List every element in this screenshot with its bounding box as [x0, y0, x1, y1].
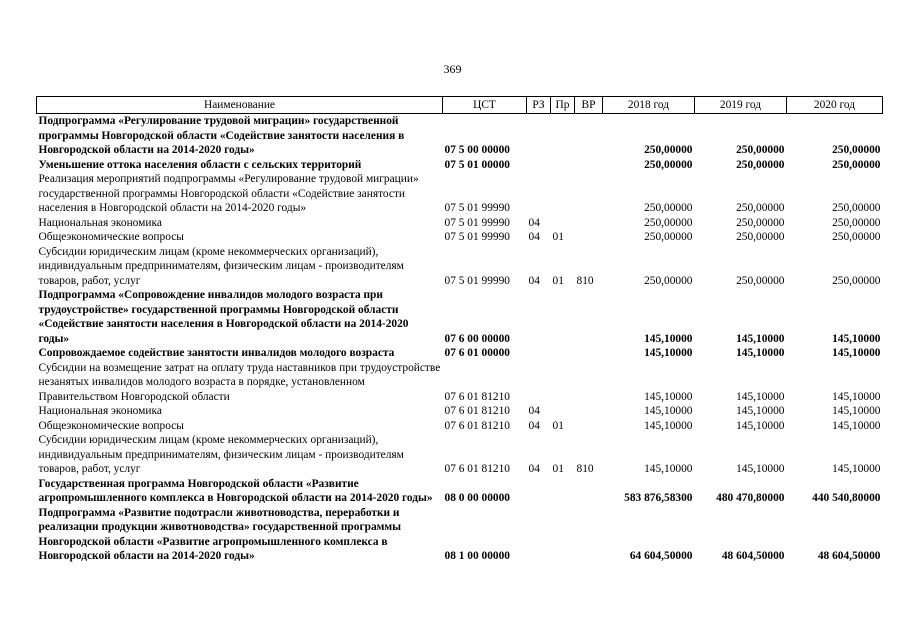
table-row	[37, 230, 883, 245]
row-rz: 04	[528, 216, 540, 229]
row-cst: 07 6 01 00000	[444, 347, 510, 359]
row-vr	[575, 361, 603, 405]
row-value-2020: 250,00000	[832, 202, 881, 214]
row-value-2019: 250,00000	[736, 274, 785, 287]
row-vr: 810	[576, 274, 594, 287]
row-value-2020: 250,00000	[832, 274, 881, 287]
row-value-2020: 145,10000	[832, 405, 881, 417]
row-pr	[551, 216, 575, 231]
row-rz	[527, 172, 551, 216]
row-value-2018: 145,10000	[644, 332, 693, 345]
table-row	[37, 346, 883, 361]
row-value-2020: 145,10000	[832, 332, 881, 345]
row-value-2018: 250,00000	[644, 231, 693, 243]
row-rz: 04	[528, 274, 540, 287]
row-vr	[575, 477, 603, 506]
row-value-2018: 145,10000	[644, 463, 693, 475]
table-row	[37, 288, 883, 346]
row-value-2018: 250,00000	[644, 274, 693, 287]
row-value-2018: 145,10000	[644, 405, 693, 417]
row-name: Национальная экономика	[38, 216, 162, 229]
row-value-2018: 583 876,58300	[624, 492, 693, 504]
header-name: Наименование	[37, 97, 443, 114]
row-name: Государственная программа Новгородской области «Развитие агропромышленного комплекса в Новгородской области на 2014-2020 годы»	[38, 477, 433, 504]
row-pr	[551, 172, 575, 216]
row-cst: 07 5 01 99990	[444, 274, 510, 287]
row-value-2019: 480 470,80000	[716, 492, 785, 504]
row-name: Подпрограмма «Сопровождение инвалидов молодого возраста при трудоустройстве» государственной программы Новгородской области «Содействие занятости населения в Новгородской области на 2014-2020 годы»	[38, 289, 409, 345]
row-pr	[551, 288, 575, 346]
row-name: Субсидии на возмещение затрат на оплату труда наставников при трудоустройстве незанятых инвалидов молодого возраста в порядке, установленном Правительством Новгородской области	[38, 361, 441, 403]
table-header	[37, 97, 883, 114]
row-rz	[527, 361, 551, 405]
row-pr	[551, 506, 575, 564]
row-value-2018: 250,00000	[644, 144, 693, 156]
row-value-2018: 250,00000	[644, 202, 693, 214]
row-cst: 07 5 01 99990	[444, 216, 510, 229]
row-value-2019: 145,10000	[736, 463, 785, 475]
row-vr	[575, 230, 603, 245]
row-rz	[527, 288, 551, 346]
row-cst: 07 6 01 81210	[444, 463, 510, 475]
row-value-2019: 145,10000	[736, 419, 785, 432]
row-name: Общеэкономические вопросы	[38, 419, 184, 432]
row-rz	[527, 158, 551, 173]
row-vr: 810	[576, 463, 594, 475]
row-value-2020: 440 540,80000	[812, 492, 881, 504]
row-rz	[527, 477, 551, 506]
row-cst: 08 0 00 00000	[444, 492, 510, 504]
row-name: Субсидии юридическим лицам (кроме некоммерческих организаций), индивидуальным предпринимателям, физическим лицам - производителям товаров, работ, услуг	[38, 245, 404, 287]
row-rz	[527, 346, 551, 361]
row-pr: 01	[552, 419, 564, 432]
row-name: Реализация мероприятий подпрограммы «Регулирование трудовой миграции» государственной программы Новгородской области «Содействие занятости населения в Новгородской области на 2014-2020 годы»	[38, 173, 419, 214]
row-value-2020: 48 604,50000	[817, 550, 881, 562]
table-row	[37, 216, 883, 231]
row-pr	[551, 404, 575, 419]
row-cst: 07 5 00 00000	[444, 144, 510, 156]
row-vr	[575, 346, 603, 361]
header-2020: 2020 год	[787, 97, 883, 114]
row-value-2019: 250,00000	[736, 202, 785, 214]
row-vr	[575, 114, 603, 158]
row-vr	[575, 172, 603, 216]
row-name: Уменьшение оттока населения области с сельских территорий	[38, 158, 362, 171]
row-cst: 08 1 00 00000	[444, 550, 510, 562]
row-name: Подпрограмма «Регулирование трудовой миграции» государственной программы Новгородской области «Содействие занятости населения в Новгородской области на 2014-2020 годы»	[38, 115, 405, 156]
row-vr	[575, 288, 603, 346]
row-rz: 04	[528, 231, 540, 243]
row-cst: 07 6 00 00000	[444, 332, 510, 345]
row-cst: 07 6 01 81210	[444, 390, 510, 403]
table-row	[37, 158, 883, 173]
header-cst: ЦСТ	[443, 97, 527, 114]
row-value-2019: 250,00000	[736, 158, 785, 171]
row-pr	[551, 114, 575, 158]
header-pr: Пр	[551, 97, 575, 114]
row-pr	[551, 346, 575, 361]
row-cst: 07 6 01 81210	[444, 419, 510, 432]
header-2018: 2018 год	[603, 97, 695, 114]
table-row	[37, 361, 883, 405]
row-vr	[575, 506, 603, 564]
row-value-2019: 145,10000	[736, 390, 785, 403]
row-value-2020: 145,10000	[832, 463, 881, 475]
row-name: Общеэкономические вопросы	[38, 231, 184, 243]
row-name: Национальная экономика	[38, 405, 162, 417]
row-cst: 07 5 01 99990	[444, 231, 510, 243]
row-value-2018: 250,00000	[644, 216, 693, 229]
row-vr	[575, 216, 603, 231]
row-value-2020: 250,00000	[832, 144, 881, 156]
row-pr: 01	[552, 231, 564, 243]
row-value-2019: 250,00000	[736, 144, 785, 156]
row-cst: 07 6 01 81210	[444, 405, 510, 417]
row-value-2018: 250,00000	[644, 158, 693, 171]
table-row	[37, 404, 883, 419]
row-value-2020: 250,00000	[832, 158, 881, 171]
row-rz: 04	[528, 463, 540, 475]
row-cst: 07 5 01 99990	[444, 202, 510, 214]
row-vr	[575, 404, 603, 419]
row-value-2020: 145,10000	[832, 419, 881, 432]
row-vr	[575, 419, 603, 434]
row-value-2018: 145,10000	[644, 390, 693, 403]
row-pr	[551, 477, 575, 506]
row-cst: 07 5 01 00000	[444, 158, 510, 171]
row-name: Субсидии юридическим лицам (кроме некоммерческих организаций), индивидуальным предпринимателям, физическим лицам - производителям товаров, работ, услуг	[38, 434, 404, 475]
budget-table	[36, 96, 883, 564]
table-row	[37, 506, 883, 564]
row-value-2020: 145,10000	[832, 390, 881, 403]
table-row	[37, 419, 883, 434]
budget-table-container	[36, 96, 882, 564]
row-value-2020: 250,00000	[832, 231, 881, 243]
header-2019: 2019 год	[695, 97, 787, 114]
row-value-2020: 250,00000	[832, 216, 881, 229]
header-vr: ВР	[575, 97, 603, 114]
row-value-2018: 145,10000	[644, 419, 693, 432]
header-rz: РЗ	[527, 97, 551, 114]
row-pr: 01	[552, 274, 564, 287]
row-value-2019: 48 604,50000	[721, 550, 785, 562]
table-row	[37, 114, 883, 158]
row-value-2019: 145,10000	[736, 332, 785, 345]
table-row	[37, 172, 883, 216]
row-rz	[527, 114, 551, 158]
row-value-2019: 250,00000	[736, 231, 785, 243]
row-value-2018: 64 604,50000	[629, 550, 693, 562]
table-row	[37, 477, 883, 506]
row-value-2020: 145,10000	[832, 347, 881, 359]
table-row	[37, 245, 883, 289]
row-value-2018: 145,10000	[644, 347, 693, 359]
row-name: Сопровождаемое содействие занятости инвалидов молодого возраста	[38, 347, 395, 359]
row-rz: 04	[528, 419, 540, 432]
row-pr	[551, 361, 575, 405]
row-value-2019: 145,10000	[736, 405, 785, 417]
page-number: 369	[443, 62, 462, 76]
row-pr	[551, 158, 575, 173]
table-body	[37, 114, 883, 564]
row-name: Подпрограмма «Развитие подотрасли животноводства, переработки и реализации продукции животноводства» государственной программы Новгородской области «Развитие агропромышленного комплекса в Новгородской области на 2014-2020 годы»	[38, 506, 402, 562]
row-value-2019: 145,10000	[736, 347, 785, 359]
row-pr: 01	[552, 463, 564, 475]
row-value-2019: 250,00000	[736, 216, 785, 229]
table-row	[37, 433, 883, 477]
row-rz	[527, 506, 551, 564]
row-vr	[575, 158, 603, 173]
row-rz: 04	[528, 405, 540, 417]
